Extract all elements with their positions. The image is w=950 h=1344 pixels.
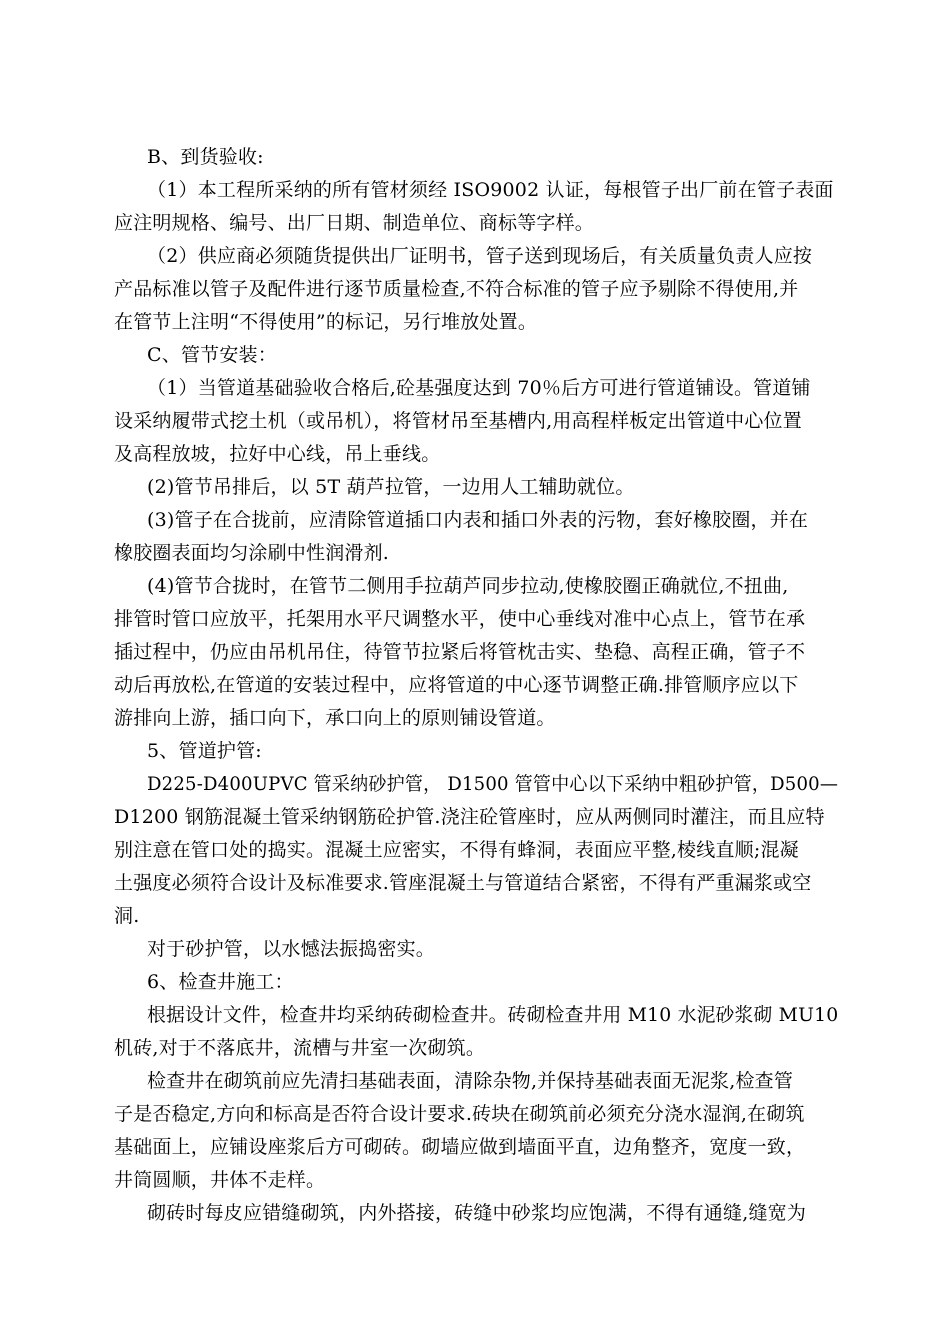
text-line: 游排向上游，插口向下，承口向上的原则铺设管道。: [114, 707, 556, 729]
text-line: 机砖,对于不落底井，流槽与井室一次砌筑。: [114, 1037, 486, 1059]
text-line: 应注明规格、编号、出厂日期、制造单位、商标等字样。: [114, 212, 595, 234]
text-line: 在管节上注明“不得使用”的标记，另行堆放处置。: [114, 311, 538, 333]
text-line: 基础面上，应铺设座浆后方可砌砖。砌墙应做到墙面平直，边角整齐，宽度一致，: [114, 1136, 806, 1158]
text-line: 产品标准以管子及配件进行逐节质量检查,不符合标准的管子应予剔除不得使用,并: [114, 278, 799, 300]
text-line: D1200 钢筋混凝土管采纳钢筋砼护管.浇注砼管座时，应从两侧同时灌注，而且应特: [114, 806, 825, 828]
text-line: 动后再放松,在管道的安装过程中，应将管道的中心逐节调整正确.排管顺序应以下: [114, 674, 799, 696]
section-heading-b: B、到货验收:: [147, 146, 264, 168]
text-line: 根据设计文件，检查井均采纳砖砌检查井。砖砌检查井用 M10 水泥砂浆砌 MU10: [147, 1004, 839, 1026]
text-line: 插过程中，仍应由吊机吊住，待管节拉紧后将管枕击实、垫稳、高程正确，管子不: [114, 641, 806, 663]
section-heading-6: 6、检查井施工：: [147, 971, 294, 993]
text-line: (2)管节吊排后，以 5T 葫芦拉管，一边用人工辅助就位。: [147, 476, 635, 498]
text-line: 子是否稳定,方向和标高是否符合设计要求.砖块在砌筑前必须充分浇水湿润,在砌筑: [114, 1103, 805, 1125]
text-line: 橡胶圈表面均匀涂刷中性润滑剂.: [114, 542, 390, 564]
text-line: (3)管子在合拢前，应清除管道插口内表和插口外表的污物，套好橡胶圈，并在: [147, 509, 809, 531]
text-line: （1）本工程所采纳的所有管材须经 ISO9002 认证，每根管子出厂前在管子表面: [147, 179, 834, 201]
text-line: 检查井在砌筑前应先清扫基础表面，清除杂物,并保持基础表面无泥浆,检查管: [147, 1070, 794, 1092]
text-line: 别注意在管口处的捣实。混凝土应密实，不得有蜂洞，表面应平整,棱线直顺;混凝: [114, 839, 799, 861]
text-line: (4)管节合拢时，在管节二侧用手拉葫芦同步拉动,使橡胶圈正确就位,不扭曲,: [147, 575, 789, 597]
text-line: 设采纳履带式挖土机（或吊机），将管材吊至基槽内,用高程样板定出管道中心位置: [114, 410, 802, 432]
text-line: （1）当管道基础验收合格后,砼基强度达到 70％后方可进行管道铺设。管道铺: [147, 377, 811, 399]
section-heading-5: 5、管道护管:: [147, 740, 262, 762]
text-line: D225-D400UPVC 管采纳砂护管， D1500 管管中心以下采纳中粗砂护管，D500—: [147, 773, 839, 795]
section-heading-c: C、管节安装：: [147, 344, 277, 366]
text-line: 排管时管口应放平，托架用水平尺调整水平，使中心垂线对准中心点上，管节在承: [114, 608, 806, 630]
text-line: （2）供应商必须随货提供出厂证明书，管子送到现场后，有关质量负责人应按: [147, 245, 813, 267]
text-line: 砌砖时每皮应错缝砌筑，内外搭接，砖缝中砂浆均应饱满，不得有通缝,缝宽为: [147, 1202, 807, 1224]
text-line: 土强度必须符合设计及标准要求.管座混凝土与管道结合紧密，不得有严重漏浆或空: [114, 872, 812, 894]
text-line: 井筒圆顺，井体不走样。: [114, 1169, 326, 1191]
text-line: 对于砂护管，以水憾法振捣密实。: [147, 938, 436, 960]
text-line: 及高程放坡，拉好中心线，吊上垂线。: [114, 443, 441, 465]
text-line: 洞.: [114, 905, 140, 927]
